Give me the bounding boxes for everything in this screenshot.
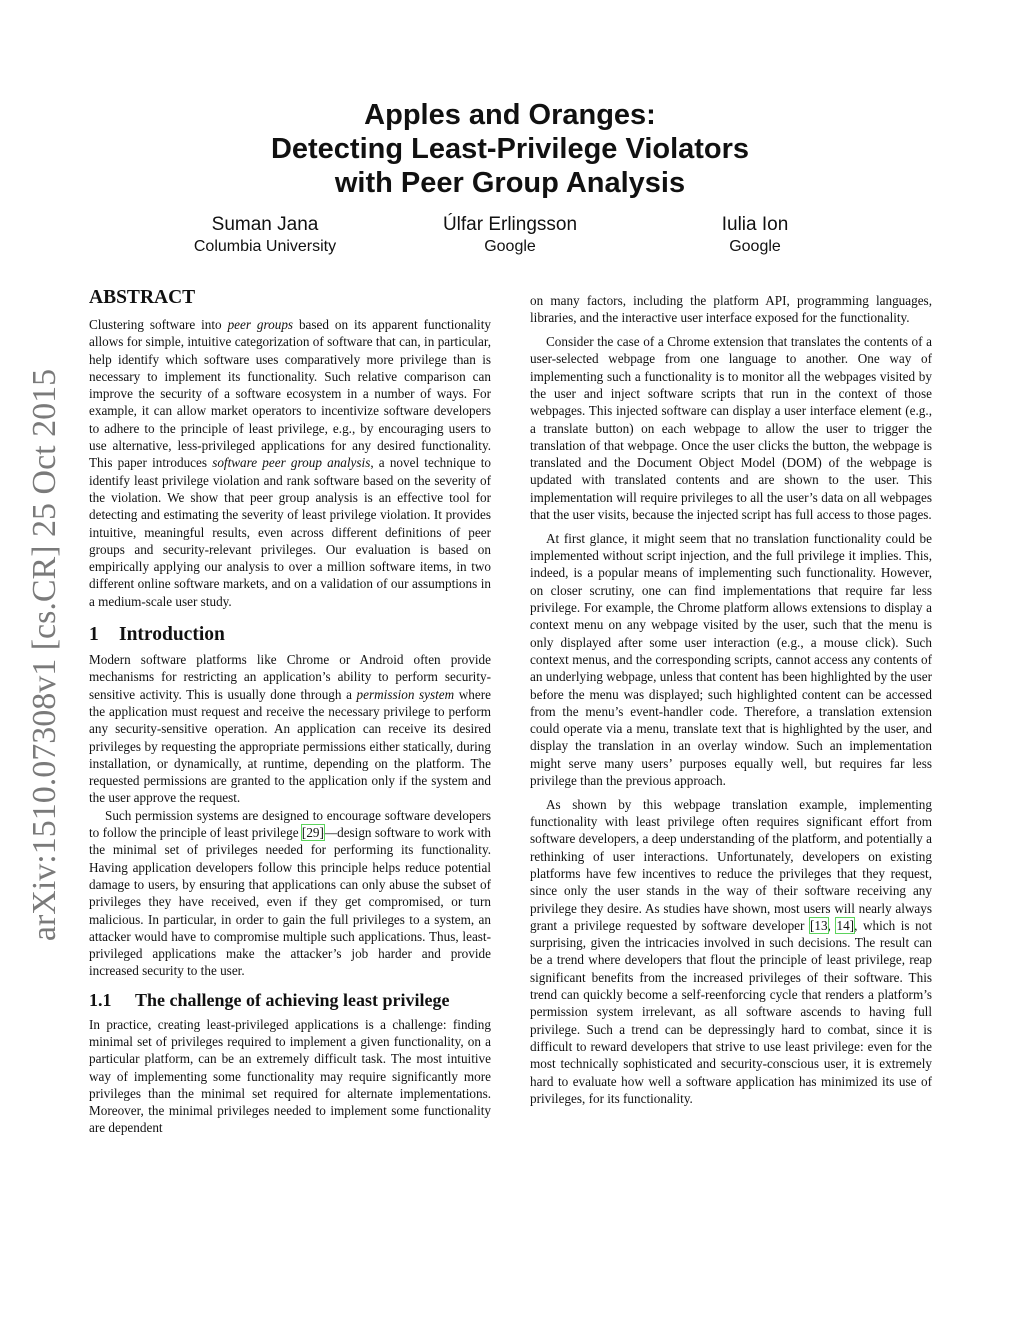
text-run: As shown by this webpage translation example, implementing functionality with least privilege often requires significant effort from software developers, a deep understanding of the platform, and potentially a rethinking of user interactions. Unfortunately, developers on existing platforms have few incentives to reduce the privileges that they request, since only the user stands in the way of their software receiving any privilege they desire. As studies have shown, most users will nearly always grant a privilege requested by software developer (530, 796, 932, 933)
author-affiliation: Google (729, 238, 781, 255)
author-affiliation: Columbia University (193, 238, 337, 255)
subsection-heading (89, 988, 491, 1012)
text-run: Such permission systems are designed to encourage software developers to follow the principle of least privilege (89, 807, 491, 841)
right-column (530, 292, 932, 1114)
paper-title (0, 98, 1020, 200)
body-paragraph: on many factors, including the platform API, programming languages, libraries, and the interactive user interface exposed for the functionality. (530, 293, 932, 326)
subsection-paragraph: In practice, creating least-privileged applications is a challenge: finding minimal set of privileges required to implement a given functionality, on a particular platform, can be an extremely difficult task. The most intuitive way of implementing some functionality may require significantly more privileges than the minimal set required for alternate implementations. Moreover, the minimal privileges needed to implement some functionality are dependent (89, 1016, 491, 1136)
text-run: Clustering software into (89, 317, 228, 332)
author-block (145, 213, 385, 256)
author-affiliation: Google (484, 238, 536, 255)
left-column (89, 286, 491, 1137)
text-run: —design software to work with the minimal set of privileges needed for performing its functionality. Having application developers follow this principle helps reduce potential damage to users, by ensuring that applications can only abuse the subset of privileges they have received, even if they get compromised, or turn malicious. In particular, in order to gain the full privileges to a system, an attacker would have to compromise multiple such applications. Thus, least-privileged applications make the attacker’s job harder and provide increased security to the user. (89, 825, 491, 979)
author-block (635, 213, 875, 256)
text-run: , which is not surprising, given the intricacies involved in such decisions. The result can be a trend where developers that flout the principle of least privilege, reap significant benefits from the increased privileges of their software. This trend can quickly become a self-reenforcing cycle that renders a platform’s permission system irrelevant, as all software ascends to having full privilege. Such a trend can be depressingly hard to combat, since it is difficult to reward developers that strive to use least privilege: even for the most technically sophisticated and security-conscious user, it is extremely hard to evaluate how well a software application has minimized its use of privileges, for its functionality. (530, 917, 932, 1106)
citation-link[interactable]: [13 (810, 917, 828, 933)
title-line-3: with Peer Group Analysis (334, 167, 686, 199)
body-paragraph (530, 530, 932, 789)
citation-link[interactable]: [29] (301, 825, 324, 841)
citation-link[interactable]: 14] (836, 917, 855, 933)
text-run: At first glance, it might seem that no translation functionality could be implemented without script injection, and the full privilege it implies. This, indeed, is a popular means of implementing such functionality. However, on closer scrutiny, one can find implementations that require far less privilege. For example, the Chrome platform allows extensions to display a (530, 530, 932, 616)
author-name: Iulia Ion (721, 214, 789, 235)
section-heading (89, 623, 491, 647)
text-run: , (827, 917, 837, 933)
text-run: where the application must request and receive the necessary privilege to perform any security-sensitive operation. An application can receive its desired privileges by requesting the appropriate permissions either statically, during installation, or dynamically, at runtime, depending on the platform. The requested permissions are granted to the application only if the system and the user approve the request. (89, 686, 492, 806)
emphasis: peer groups (227, 317, 294, 332)
subsection-title: The challenge of achieving least privilege (135, 989, 450, 1010)
title-line-1: Apples and Oranges: (364, 99, 656, 131)
title-line-2: Detecting Least-Privilege Violators (270, 133, 750, 165)
abstract-heading: ABSTRACT (89, 287, 196, 308)
text-run: , a novel technique to identify least privilege violation and rank software based on the severity of the violation. We show that peer group analysis is an effective tool for detecting and estimating the severity of least privilege violation. It provides intuitive, meaningful results, even across different definitions of peer groups and security-relevant privileges. Our evaluation is based on empirically applying our analysis to over a million software items, in two different online software markets, and on a validation of our assumptions in a medium-scale user study. (89, 455, 491, 609)
text-run: based on its apparent functionality allows for simple, intuitive categorization of software that can, in particular, help identify which software uses comparatively more privilege than is necessary to implement its functionality. Such relative comparison can improve the security of a software ecosystem in a number of ways. For example, it can allow market operators to incentivize software developers to adhere to the principle of least privilege, e.g., by encouraging users to use alternative, less-privileged applications for any desired functionality. This paper introduces (89, 317, 491, 471)
author-name: Suman Jana (211, 214, 319, 235)
arxiv-identifier: arXiv:1510.07308v1 [cs.CR] 25 Oct 2015 (26, 368, 63, 942)
body-paragraph: Consider the case of a Chrome extension that translates the contents of a user-selected webpage from one language to another. One way of implementing such a functionality is to monitor all the webpages visited by the user and inject software scripts that run in the context of those webpages. This injected software can display a user interface element (e.g., a translate button) on each webpage to allow the user to trigger the translation of that webpage. Once the user clicks the button, the webpage is translated and the Document Object Model (DOM) of the webpage is updated with translated contents and are shown to the user. This implementation will require privileges to all the user’s data on all webpages that the user visits, because the injected script has full access to those pages. (530, 334, 932, 523)
arxiv-sidebar (18, 355, 72, 955)
abstract-paragraph (89, 316, 491, 610)
intro-paragraph (89, 807, 491, 980)
emphasis: permission system (356, 686, 455, 702)
subsection-number: 1.1 (89, 989, 112, 1010)
author-block (390, 213, 630, 256)
body-paragraph (530, 796, 932, 1107)
emphasis: software peer group analysis (212, 455, 371, 471)
section-number: 1 (89, 624, 99, 646)
section-title: Introduction (119, 624, 225, 646)
text-run: Modern software platforms like Chrome or Android often provide mechanisms for restricting an application’s ability to perform security-sensitive activity. This is usually done through a (89, 652, 491, 702)
intro-paragraph (89, 651, 491, 807)
emphasis: c (530, 617, 536, 633)
author-name: Úlfar Erlingsson (442, 214, 578, 235)
text-run: ontext menu on any webpage visited by the user, such that the menu is only displayed after some user interaction (e.g., a mouse click). Such context menus, and the corresponding scripts, cannot access any contents of an underlying webpage, unless that content has been highlighted by the user before the menu was displayed; such highlighted content can be accessed from the menu’s event-handler code. Therefore, a translation extension could operate via a menu, translate text that is highlighted by the user, and display the translation in an overlay window. Such an implementation might serve many users’ purposes equally well, but requires far less privilege than the previous approach. (530, 617, 932, 789)
